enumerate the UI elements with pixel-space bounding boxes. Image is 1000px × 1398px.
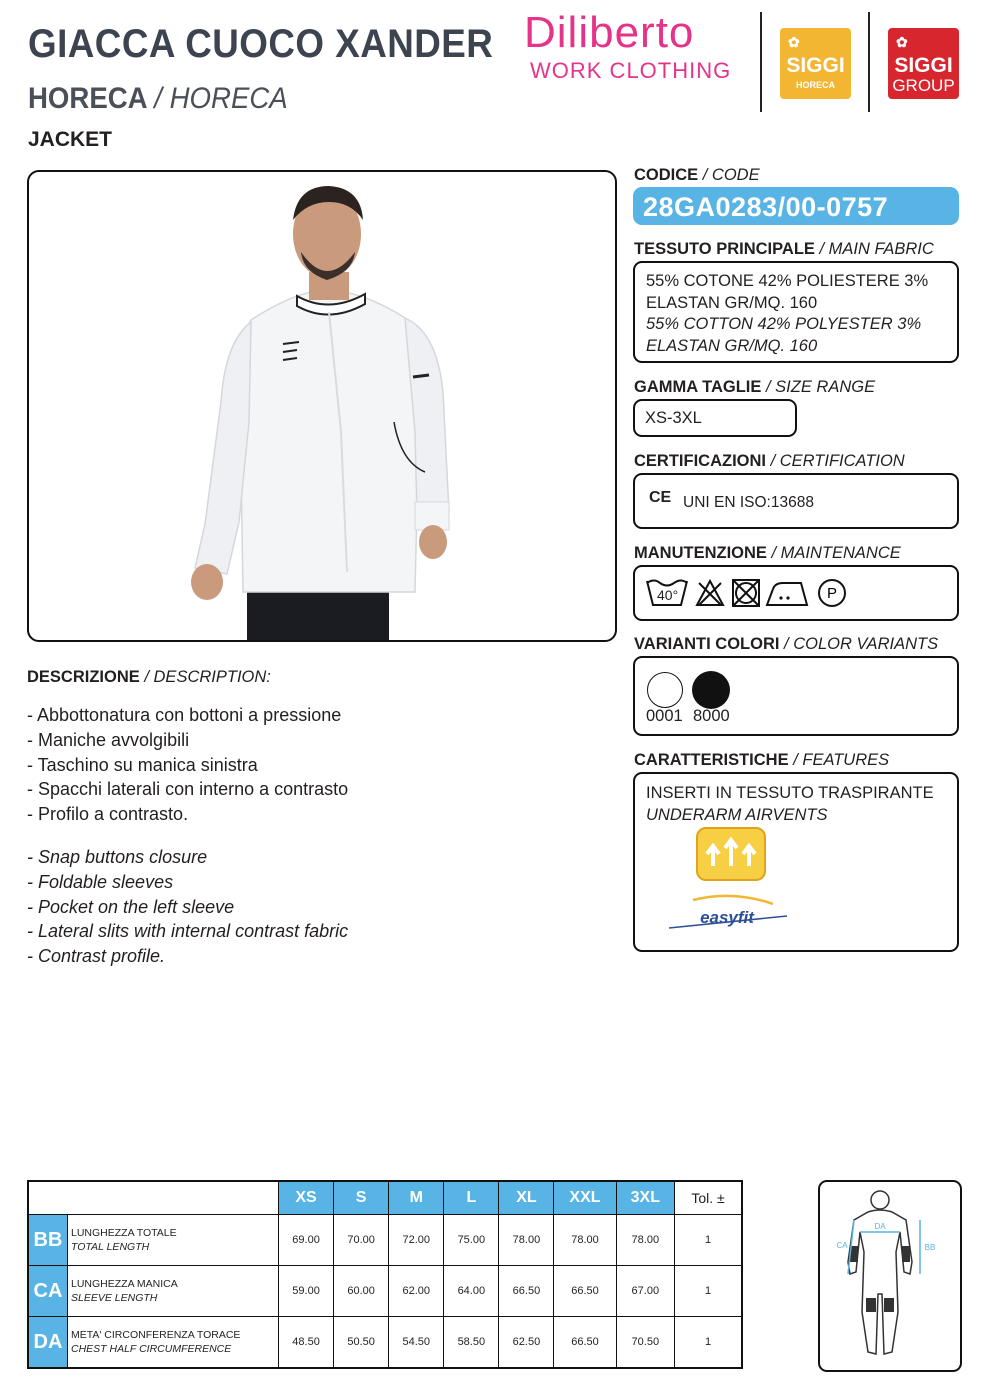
table-cell: 72.00 <box>389 1215 444 1266</box>
feature-line-en: UNDERARM AIRVENTS <box>646 805 828 824</box>
airvent-icon <box>695 826 767 882</box>
fabric-line-it-1: 55% COTONE 42% POLIESTERE 3% <box>646 272 929 290</box>
table-cell: 70.00 <box>334 1215 389 1266</box>
table-corner <box>28 1181 279 1215</box>
logo1-line2: HORECA <box>795 80 835 90</box>
tolerance-header: Tol. ± <box>675 1181 742 1215</box>
fabric-line-en-2: ELASTAN GR/MQ. 160 <box>646 336 818 355</box>
logo1-line1: SIGGI <box>786 54 845 77</box>
siggi-horeca-logo <box>780 28 851 99</box>
size-range-label-it: GAMMA TAGLIE <box>634 378 762 396</box>
table-cell: 60.00 <box>334 1266 389 1317</box>
features-label <box>634 751 889 770</box>
list-item: - Spacchi laterali con interno a contrasto <box>27 777 348 802</box>
table-cell: 64.00 <box>444 1266 499 1317</box>
color-variants-label-it: VARIANTI COLORI <box>634 635 780 653</box>
color-variants-box <box>633 656 959 736</box>
figure-label-bb: BB <box>924 1243 936 1252</box>
fabric-label <box>634 240 934 259</box>
fabric-box <box>633 261 959 363</box>
table-row <box>28 1215 742 1266</box>
color-code: 8000 <box>693 707 730 725</box>
description-label-it: DESCRIZIONE <box>27 668 140 686</box>
size-range-box <box>633 399 797 437</box>
tolerance-cell: 1 <box>675 1266 742 1317</box>
divider <box>868 12 870 112</box>
figure-label-da: DA <box>874 1222 886 1231</box>
size-range-label-en: / SIZE RANGE <box>761 378 876 396</box>
logo2-line2: GROUP <box>892 76 955 95</box>
list-item: - Pocket on the left sleeve <box>27 895 348 920</box>
list-item: - Contrast profile. <box>27 944 348 969</box>
size-range-value: XS-3XL <box>645 409 702 427</box>
row-code: DA <box>28 1317 68 1369</box>
row-label-it: META' CIRCONFERENZA TORACE <box>71 1329 241 1341</box>
page-title: GIACCA CUOCO XANDER <box>28 22 494 66</box>
maintenance-label <box>634 544 901 563</box>
iron-low-icon <box>765 581 809 607</box>
brand-logo-text: Diliberto <box>524 8 695 57</box>
siggi-group-logo <box>888 28 959 99</box>
dry-clean-letter: P <box>826 585 838 602</box>
row-code: BB <box>28 1215 68 1266</box>
list-item: - Snap buttons closure <box>27 845 348 870</box>
description-label-en: / DESCRIPTION: <box>139 668 271 686</box>
table-cell: 78.00 <box>499 1215 554 1266</box>
table-cell: 69.00 <box>279 1215 334 1266</box>
table-cell: 67.00 <box>616 1266 675 1317</box>
color-swatch-black <box>692 671 730 709</box>
fabric-label-en: / MAIN FABRIC <box>814 240 934 258</box>
table-cell: 48.50 <box>279 1317 334 1369</box>
subtitle-it: HORECA <box>28 82 147 115</box>
product-code: 28GA0283/00-0757 <box>633 187 959 225</box>
certification-label <box>634 452 905 471</box>
page-subtitle <box>28 82 288 116</box>
no-tumble-dry-icon <box>731 578 761 608</box>
product-type: JACKET <box>28 128 113 151</box>
color-swatch-white <box>647 672 683 708</box>
description-list-it <box>27 703 348 827</box>
figure-label-ca: CA <box>836 1241 848 1250</box>
features-label-en: / FEATURES <box>788 751 890 769</box>
code-label-it: CODICE <box>634 166 699 184</box>
maintenance-box <box>633 565 959 621</box>
table-cell: 78.00 <box>616 1215 675 1266</box>
table-header-row <box>28 1181 742 1215</box>
fabric-line-en-1: 55% COTTON 42% POLYESTER 3% <box>646 315 922 333</box>
maintenance-label-it: MANUTENZIONE <box>634 544 767 562</box>
brand-tagline: WORK CLOTHING <box>530 58 732 83</box>
list-item: - Abbottonatura con bottoni a pressione <box>27 703 348 728</box>
table-row <box>28 1317 742 1369</box>
row-code: CA <box>28 1266 68 1317</box>
size-header: S <box>334 1181 389 1215</box>
table-cell: 78.00 <box>554 1215 616 1266</box>
ce-mark-icon: CE <box>649 489 672 506</box>
certification-label-it: CERTIFICAZIONI <box>634 452 766 470</box>
wash-temperature: 40° <box>657 587 679 603</box>
fabric-label-it: TESSUTO PRINCIPALE <box>634 240 815 258</box>
description-label <box>27 668 271 687</box>
certification-box <box>633 473 959 529</box>
row-label-it: LUNGHEZZA TOTALE <box>71 1227 177 1239</box>
table-cell: 66.50 <box>499 1266 554 1317</box>
features-label-it: CARATTERISTICHE <box>634 751 789 769</box>
code-label <box>634 166 760 185</box>
color-variants-label <box>634 635 938 654</box>
divider <box>760 12 762 112</box>
table-cell: 75.00 <box>444 1215 499 1266</box>
maintenance-label-en: / MAINTENANCE <box>766 544 901 562</box>
size-header: M <box>389 1181 444 1215</box>
row-label-it: LUNGHEZZA MANICA <box>71 1278 178 1290</box>
size-header: 3XL <box>616 1181 675 1215</box>
row-label <box>68 1266 279 1317</box>
list-item: - Maniche avvolgibili <box>27 728 348 753</box>
row-label-en: CHEST HALF CIRCUMFERENCE <box>71 1343 232 1355</box>
list-item: - Lateral slits with internal contrast fabric <box>27 919 348 944</box>
list-item: - Taschino su manica sinistra <box>27 753 348 778</box>
feature-line-it: INSERTI IN TESSUTO TRASPIRANTE <box>646 784 934 802</box>
size-header: XXL <box>554 1181 616 1215</box>
features-box <box>633 772 959 952</box>
size-range-label <box>634 378 875 397</box>
easyfit-text: easyfit <box>700 908 754 927</box>
siggi-mark-icon: ✿ <box>788 34 800 50</box>
size-header: XL <box>499 1181 554 1215</box>
row-label-en: TOTAL LENGTH <box>71 1241 150 1253</box>
tolerance-cell: 1 <box>675 1317 742 1369</box>
size-header: XS <box>279 1181 334 1215</box>
color-code: 0001 <box>646 707 683 725</box>
certification-value: UNI EN ISO:13688 <box>683 494 814 511</box>
siggi-mark-icon: ✿ <box>896 34 908 50</box>
measurement-figure <box>818 1180 962 1372</box>
row-label-en: SLEEVE LENGTH <box>71 1292 158 1304</box>
code-label-en: / CODE <box>698 166 760 184</box>
fabric-line-it-2: ELASTAN GR/MQ. 160 <box>646 293 818 312</box>
table-cell: 70.50 <box>616 1317 675 1369</box>
subtitle-en: / HORECA <box>154 82 288 115</box>
dry-clean-p-icon <box>817 578 847 608</box>
product-photo <box>27 170 617 642</box>
table-cell: 62.00 <box>389 1266 444 1317</box>
chef-jacket-illustration <box>29 172 615 640</box>
table-cell: 50.50 <box>334 1317 389 1369</box>
list-item: - Profilo a contrasto. <box>27 802 348 827</box>
table-cell: 66.50 <box>554 1266 616 1317</box>
table-cell: 54.50 <box>389 1317 444 1369</box>
easyfit-logo <box>663 892 793 934</box>
no-bleach-icon <box>695 579 725 607</box>
logo2-line1: SIGGI <box>894 54 953 77</box>
description-list-en <box>27 845 348 969</box>
table-cell: 66.50 <box>554 1317 616 1369</box>
table-cell: 59.00 <box>279 1266 334 1317</box>
list-item: - Foldable sleeves <box>27 870 348 895</box>
tolerance-cell: 1 <box>675 1215 742 1266</box>
table-cell: 62.50 <box>499 1317 554 1369</box>
row-label <box>68 1215 279 1266</box>
size-header: L <box>444 1181 499 1215</box>
table-cell: 58.50 <box>444 1317 499 1369</box>
table-row <box>28 1266 742 1317</box>
certification-label-en: / CERTIFICATION <box>766 452 905 470</box>
body-outline-icon <box>820 1182 960 1370</box>
size-table <box>27 1180 743 1369</box>
row-label <box>68 1317 279 1369</box>
color-variants-label-en: / COLOR VARIANTS <box>779 635 939 653</box>
